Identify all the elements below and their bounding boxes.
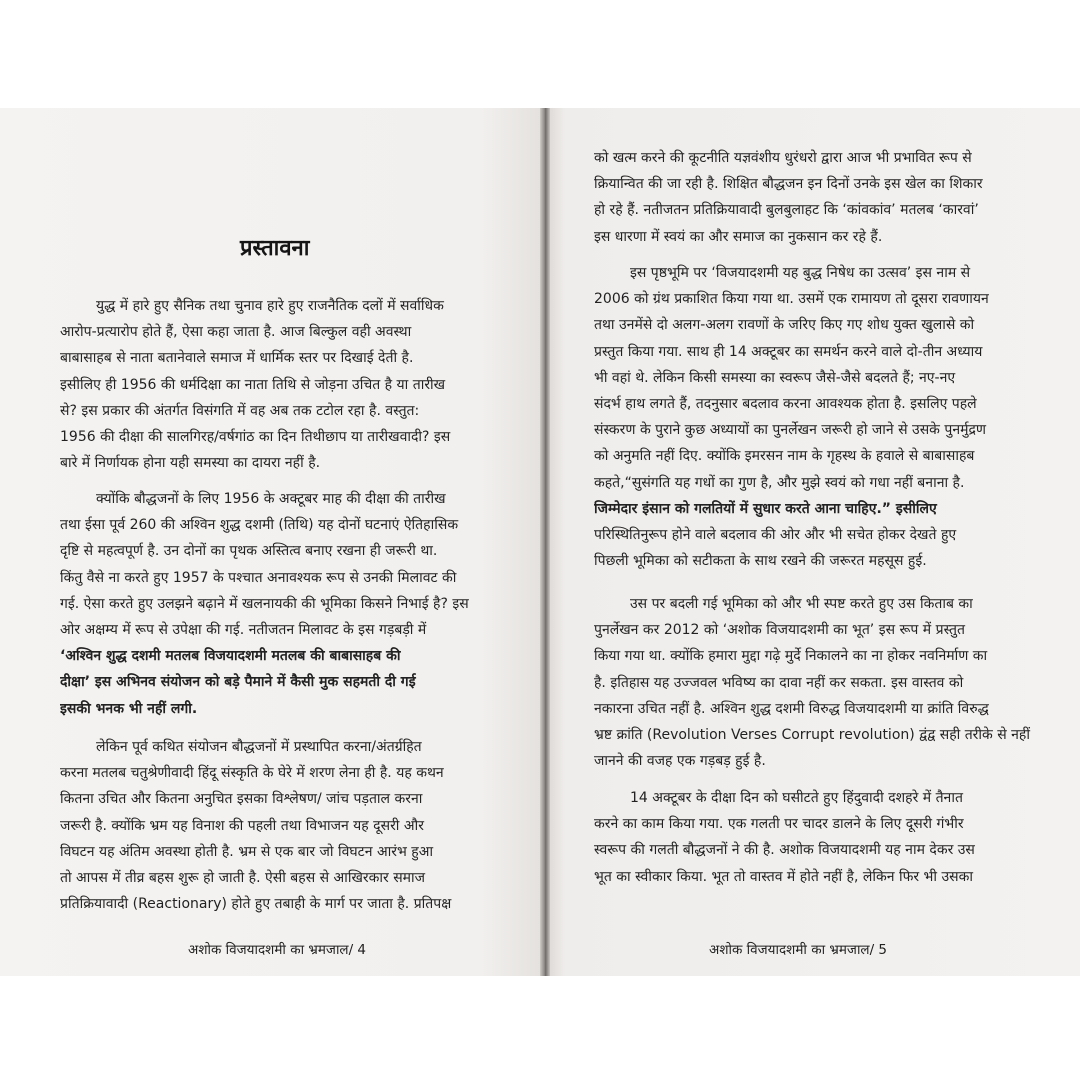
paragraph [594, 145, 1042, 250]
text-line: किंतु वैसे ना करते हुए 1957 के पश्चात अनावश्यक रूप से उनकी मिलावट की [60, 569, 457, 586]
text-line: लेकिन पूर्व कथित संयोजन बौद्धजनों में प्रस्थापित करना/अंतर्ग्रहित [96, 739, 422, 755]
text-line: प्रस्तुत किया गया. साथ ही 14 अक्टूबर का समर्थन करने वाले दो-तीन अध्याय [594, 343, 983, 360]
text-line: दीक्षा’ इस अभिनव संयोजन को बड़े पैमाने में कैसी मुक सहमती दी गई [60, 674, 416, 691]
text-line: स्वरूप की गलती बौद्धजनों ने की है. अशोक विजयादशमी यह नाम देकर उस [594, 842, 975, 859]
text-line: आरोप-प्रत्यारोप होते हैं, ऐसा कहा जाता है. आज बिल्कुल वही अवस्था [60, 324, 412, 341]
page-heading: प्रस्तावना [240, 236, 310, 261]
text-line: जिम्मेदार इंसान को गलतियों में सुधार करते आना चाहिए.” इसीलिए [594, 500, 937, 517]
text-line: तो आपस में तीव्र बहस शुरू हो जाती है. ऐसी बहस से आखिरकार समाज [60, 870, 426, 887]
text-line: इसकी भनक भी नहीं लगी. [60, 700, 198, 717]
page-footer: अशोक विजयादशमी का भ्रमजाल/ 5 [709, 942, 888, 958]
text-line: गई. ऐसा करते हुए उलझने बढ़ाने में खलनायकी की भूमिका किसने निभाई है? इस [60, 595, 469, 612]
text-line: संदर्भ हाथ लगते हैं, तदनुसार बदलाव करना आवश्यक होता है. इसलिए पहले [594, 396, 977, 413]
text-line: कितना उचित और कितना अनुचित इसका विश्लेषण/ जांच पड़ताल करना [60, 791, 423, 808]
text-line: से? इस प्रकार की अंतर्गत विसंगति में वह अब तक टटोल रहा है. वस्तुत: [60, 402, 420, 419]
text-line: जानने की वजह एक गड़बड़ हुई है. [594, 753, 766, 770]
book-gutter [540, 108, 550, 976]
paragraph [594, 260, 1042, 574]
text-line: प्रतिक्रियावादी (Reactionary) होते हुए तबाही के मार्ग पर जाता है. प्रतिपक्ष [60, 896, 452, 913]
text-line: ओर अक्षम्य में रूप से उपेक्षा की गई. नतीजतन मिलावट के इस गड़बड़ी में [60, 622, 427, 639]
text-line: विघटन यह अंतिम अवस्था होती है. भ्रम से एक बार जो विघटन आरंभ हुआ [60, 843, 434, 860]
text-line: करना मतलब चतुश्रेणीवादी हिंदू संस्कृति के घेरे में शरण लेना ही है. यह कथन [60, 765, 444, 782]
text-line: इस धारणा में स्वयं का और समाज का नुकसान कर रहे हैं. [594, 228, 883, 245]
text-line: भ्रष्ट क्रांति (Revolution Verses Corrupt revolution) द्वंद्व सही तरीके से नहीं [594, 727, 1030, 744]
paragraph [60, 486, 508, 722]
text-line: जरूरी है. क्योंकि भ्रम यह विनाश की पहली तथा विभाजन यह दूसरी और [60, 817, 424, 834]
text-line: नकारना उचित नहीं है. अश्विन शुद्ध दशमी विरुद्ध विजयादशमी या क्रांति विरुद्ध [594, 700, 989, 717]
text-line: बाबासाहब से नाता बतानेवाले समाज में धार्मिक स्तर पर दिखाई देती है. [60, 350, 414, 367]
text-line: 14 अक्टूबर के दीक्षा दिन को घसीटते हुए हिंदुवादी दशहरे में तैनात [630, 790, 963, 806]
text-line: युद्ध में हारे हुए सैनिक तथा चुनाव हारे हुए राजनैतिक दलों में सर्वाधिक [96, 298, 444, 314]
right-page [549, 108, 1080, 976]
text-line: पुनर्लेखन कर 2012 को ‘अशोक विजयादशमी का भूत’ इस रूप में प्रस्तुत [594, 622, 965, 639]
text-line: कहते,“सुसंगति यह गधों का गुण है, और मुझे स्वयं को गधा नहीं बनाना है. [594, 474, 965, 491]
text-line: को खत्म करने की कूटनीति यज्ञवंशीय धुरंधरो द्वारा आज भी प्रभावित रूप से [594, 150, 972, 166]
text-line: दृष्टि से महत्वपूर्ण है. उन दोनों का पृथक अस्तित्व बनाए रखना ही जरूरी था. [60, 543, 438, 560]
text-line: तथा उनमेंसे दो अलग-अलग रावणों के जरिए किए गए शोध युक्त खुलासे को [594, 317, 975, 334]
text-line: तथा ईसा पूर्व 260 की अश्विन शुद्ध दशमी (तिथि) यह दोनों घटनाएं ऐतिहासिक [60, 517, 459, 534]
text-line: उस पर बदली गई भूमिका को और भी स्पष्ट करते हुए उस किताब का [630, 596, 973, 612]
text-line: हो रहे हैं. नतीजतन प्रतिक्रियावादी बुलबुलाहट कि ‘कांवकांव’ मतलब ‘कारवां’ [594, 202, 979, 219]
paragraph [594, 591, 1042, 774]
text-line: इसीलिए ही 1956 की धर्मदिक्षा का नाता तिथि से जोड़ना उचित है या तारीख [60, 376, 446, 393]
page-footer: अशोक विजयादशमी का भ्रमजाल/ 4 [188, 942, 367, 958]
text-line: इस पृष्ठभूमि पर ‘विजयादशमी यह बुद्ध निषेध का उत्सव’ इस नाम से [630, 265, 971, 281]
text-line: है. इतिहास यह उज्जवल भविष्य का दावा नहीं कर सकता. इस वास्तव को [594, 674, 964, 691]
paragraph [60, 293, 508, 476]
text-line: 2006 को ग्रंथ प्रकाशित किया गया था. उसमें एक रामायण तो दूसरा रावणायन [594, 291, 989, 308]
text-line: किया गया था. क्योंकि हमारा मुद्दा गढ़े मुर्दे निकालने का ना होकर नवनिर्माण का [594, 648, 988, 665]
paragraph [60, 734, 508, 917]
text-line: ‘अश्विन शुद्ध दशमी मतलब विजयादशमी मतलब की बाबासाहब की [60, 648, 401, 665]
text-line: 1956 की दीक्षा की सालगिरह/वर्षगांठ का दिन तिथीछाप या तारीखवादी? इस [60, 429, 451, 446]
text-line: भूत का स्वीकार किया. भूत तो वास्तव में होते नहीं है, लेकिन फिर भी उसका [594, 868, 973, 885]
text-line: पिछली भूमिका को सटीकता के साथ रखने की जरूरत महसूस हुई. [594, 553, 927, 570]
text-line: परिस्थितिनुरूप होने वाले बदलाव की ओर और भी सचेत होकर देखते हुए [594, 527, 957, 544]
left-page [0, 108, 546, 976]
text-line: करने का काम किया गया. एक गलती पर चादर डालने के लिए दूसरी गंभीर [594, 816, 964, 833]
text-line: को अनुमति नहीं दिए. क्योंकि इमरसन नाम के गृहस्थ के हवाले से बाबासाहब [594, 448, 975, 465]
text-line: बारे में निर्णायक होना यही समस्या का दायरा नहीं है. [60, 455, 321, 472]
text-line: क्योंकि बौद्धजनों के लिए 1956 के अक्टूबर माह की दीक्षा की तारीख [96, 491, 446, 507]
text-line: क्रियान्वित की जा रही है. शिक्षित बौद्धजन इन दिनों उनके इस खेल का शिकार [594, 176, 983, 193]
text-line: भी वहां थे. लेकिन किसी समस्या का स्वरूप जैसे-जैसे बदलते हैं; नए-नए [594, 369, 956, 386]
paragraph [594, 785, 1042, 890]
text-line: संस्करण के पुराने कुछ अध्यायों का पुनर्लेखन जरूरी हो जाने से उसके पुनर्मुद्रण [594, 422, 987, 439]
